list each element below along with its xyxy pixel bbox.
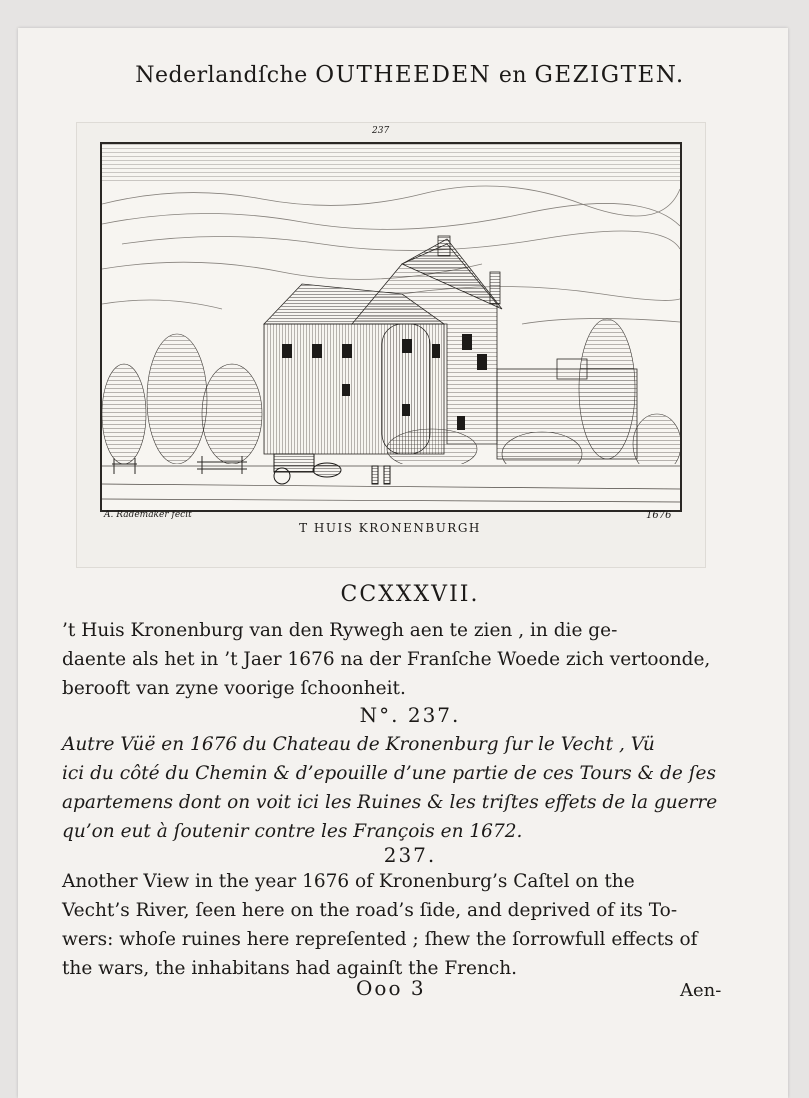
french-line: ici du côté du Chemin & d’epouille d’une partie de ces Tours & de ſes: [62, 763, 716, 784]
section-number: CCXXXVII.: [340, 582, 480, 607]
english-line: the wars, the inhabitans had againſt the French.: [62, 958, 518, 979]
english-line: Another View in the year 1676 of Kronenburg’s Caſtel on the: [62, 871, 635, 892]
header-title-2: GEZIGTEN.: [534, 62, 685, 88]
french-line: Autre Vüë en 1676 du Chateau de Kronenburg ſur le Vecht , Vü: [62, 734, 655, 755]
artist-signature: A. Rademaker fecit: [104, 510, 192, 520]
dutch-line: berooft van zyne voorige ſchoonheit.: [62, 678, 406, 699]
dutch-line: daente als het in ’t Jaer 1676 na der Franſche Woede zich vertoonde,: [62, 649, 711, 670]
dutch-line: ’t Huis Kronenburg van den Rywegh aen te zien , in die ge-: [62, 620, 618, 641]
plate-number: 237: [372, 126, 390, 136]
french-paragraph: [62, 730, 742, 846]
plate-year: 1676: [646, 510, 672, 521]
caption-prefix: T HUIS: [299, 521, 354, 535]
english-paragraph: [62, 867, 742, 983]
caption-name: KRONENBURGH: [358, 521, 481, 535]
plate-caption: [260, 521, 520, 535]
french-number: N°. 237.: [359, 703, 461, 727]
french-line: apartemens dont on voit ici les Ruines & les triſtes effets de la guerre: [62, 792, 718, 813]
dutch-paragraph: [62, 616, 742, 703]
header-title: OUTHEEDEN: [315, 62, 492, 88]
french-line: qu’on eut à ſoutenir contre les François en 1672.: [62, 821, 523, 842]
english-line: wers: whoſe ruines here repreſented ; ſhew the ſorrowfull effects of: [62, 929, 698, 950]
castle-etching: [100, 142, 682, 512]
english-number: 237.: [383, 843, 437, 867]
header-prefix: Nederlandſche: [135, 63, 308, 88]
catchword: Aen-: [680, 980, 722, 1001]
header-conj: en: [498, 63, 528, 88]
english-line: Vecht’s River, ſeen here on the road’s ſide, and deprived of its To-: [62, 900, 678, 921]
signature-mark: Ooo 3: [356, 976, 426, 1000]
page-header: [40, 62, 780, 88]
